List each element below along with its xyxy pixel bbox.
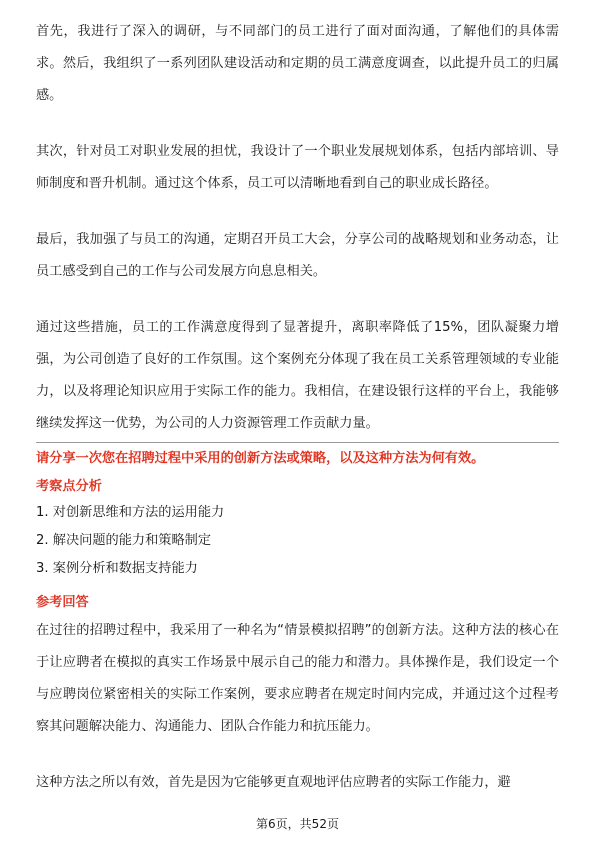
document-page xyxy=(36,16,559,799)
answer-heading: 参考回答 xyxy=(36,595,89,610)
answer-paragraph-1: 在过往的招聘过程中，我采用了一种名为“情景模拟招聘”的创新方法。这种方法的核心在于让应聘者在模拟的真实工作场景中展示自己的能力和潜力。具体操作是，我们设定一个与应聘岗位紧密相关的实际工作案例，要求应聘者在规定时间内完成，并通过这个过程考察其问题解决能力、沟通能力、团队合作能力和抗压能力。 xyxy=(36,623,559,734)
paragraph-spacer xyxy=(36,288,559,312)
answer-paragraph-2: 这种方法之所以有效，首先是因为它能够更直观地评估应聘者的实际工作能力，避 xyxy=(36,775,511,790)
body-paragraph-2: 其次，针对员工对职业发展的担忧，我设计了一个职业发展规划体系，包括内部培训、导师制度和晋升机制。通过这个体系，员工可以清晰地看到自己的职业成长路径。 xyxy=(36,144,559,191)
body-paragraph-4: 通过这些措施，员工的工作满意度得到了显著提升，离职率降低了15%，团队凝聚力增强，为公司创造了良好的工作氛围。这个案例充分体现了我在员工关系管理领域的专业能力，以及将理论知识应用于实际工作的能力。我相信，在建设银行这样的平台上，我能够继续发挥这一优势，为公司的人力资源管理工作贡献力量。 xyxy=(36,320,559,431)
paragraph-spacer xyxy=(36,200,559,224)
paragraph-spacer xyxy=(36,743,559,767)
analysis-item-2: 2. 解决问题的能力和策略制定 xyxy=(36,533,212,548)
page-number-footer: 第6页，共52页 xyxy=(256,817,339,831)
paragraph-spacer xyxy=(36,112,559,136)
analysis-heading: 考察点分析 xyxy=(36,479,102,494)
body-paragraph-3: 最后，我加强了与员工的沟通，定期召开员工大会，分享公司的战略规划和业务动态，让员工感受到自己的工作与公司发展方向息息相关。 xyxy=(36,232,559,279)
analysis-item-3: 3. 案例分析和数据支持能力 xyxy=(36,561,198,576)
analysis-item-1: 1. 对创新思维和方法的运用能力 xyxy=(36,505,225,520)
section-divider xyxy=(36,442,559,443)
interview-question: 请分享一次您在招聘过程中采用的创新方法或策略，以及这种方法为何有效。 xyxy=(36,451,485,466)
body-paragraph-1: 首先，我进行了深入的调研，与不同部门的员工进行了面对面沟通，了解他们的具体需求。然后，我组织了一系列团队建设活动和定期的员工满意度调查，以此提升员工的归属感。 xyxy=(36,24,559,103)
